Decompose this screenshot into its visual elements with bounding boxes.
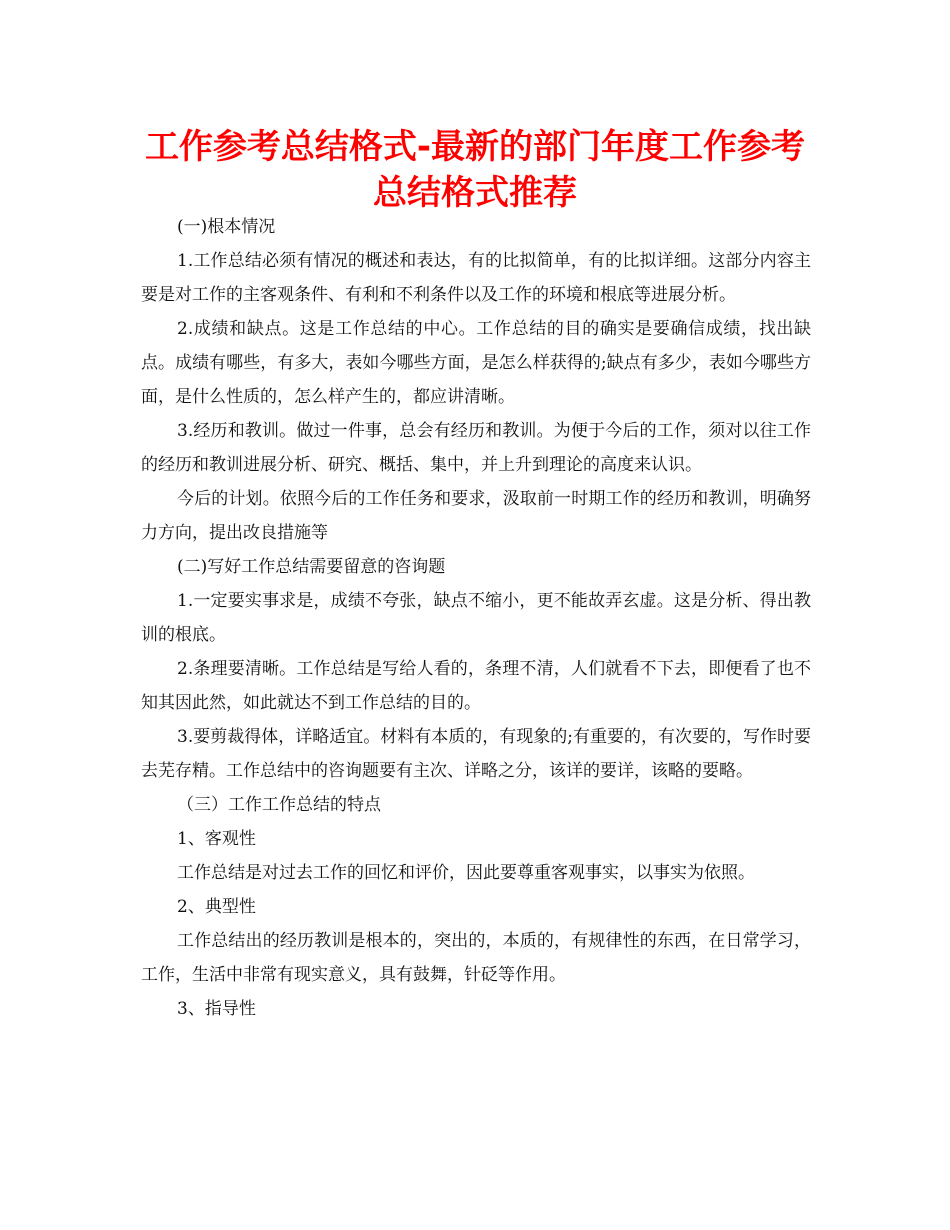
- paragraph: (一)根本情况: [177, 217, 276, 237]
- paragraph: 1、客观性: [177, 829, 256, 849]
- paragraph: 3.要剪裁得体，详略适宜。材料有本质的，有现象的;有重要的，有次要的，写作时要去芜存精。工作总结中的咨询题要有主次、详略之分，该详的要详，该略的要略。: [141, 727, 811, 781]
- paragraph: (二)写好工作总结需要留意的咨询题: [177, 557, 446, 577]
- paragraph: （三）工作工作总结的特点: [177, 795, 381, 815]
- document-title: 工作参考总结格式-最新的部门年度工作参考总结格式推荐: [144, 127, 806, 213]
- paragraph: 2.成绩和缺点。这是工作总结的中心。工作总结的目的确实是要确信成绩，找出缺点。成绩有哪些，有多大，表如今哪些方面，是怎么样获得的;缺点有多少，表如今哪些方面，是什么性质的，怎么样产生的，都应讲清晰。: [141, 319, 811, 407]
- paragraph: 工作总结是对过去工作的回忆和评价，因此要尊重客观事实，以事实为依照。: [177, 863, 755, 883]
- paragraph: 今后的计划。依照今后的工作任务和要求，汲取前一时期工作的经历和教训，明确努力方向，提出改良措施等: [141, 489, 811, 543]
- document-body: [141, 210, 811, 1026]
- paragraph: 1.一定要实事求是，成绩不夸张，缺点不缩小，更不能故弄玄虚。这是分析、得出教训的根底。: [141, 591, 811, 645]
- paragraph: 3.经历和教训。做过一件事，总会有经历和教训。为便于今后的工作，须对以往工作的经历和教训进展分析、研究、概括、集中，并上升到理论的高度来认识。: [141, 421, 811, 475]
- paragraph: 2、典型性: [177, 897, 256, 917]
- paragraph: 3、指导性: [177, 999, 256, 1019]
- paragraph: 工作总结出的经历教训是根本的，突出的，本质的，有规律性的东西，在日常学习，工作，生活中非常有现实意义，具有鼓舞，针砭等作用。: [141, 931, 811, 985]
- paragraph: 1.工作总结必须有情况的概述和表达，有的比拟简单，有的比拟详细。这部分内容主要是对工作的主客观条件、有利和不利条件以及工作的环境和根底等进展分析。: [141, 251, 811, 305]
- paragraph: 2.条理要清晰。工作总结是写给人看的，条理不清，人们就看不下去，即便看了也不知其因此然，如此就达不到工作总结的目的。: [141, 659, 811, 713]
